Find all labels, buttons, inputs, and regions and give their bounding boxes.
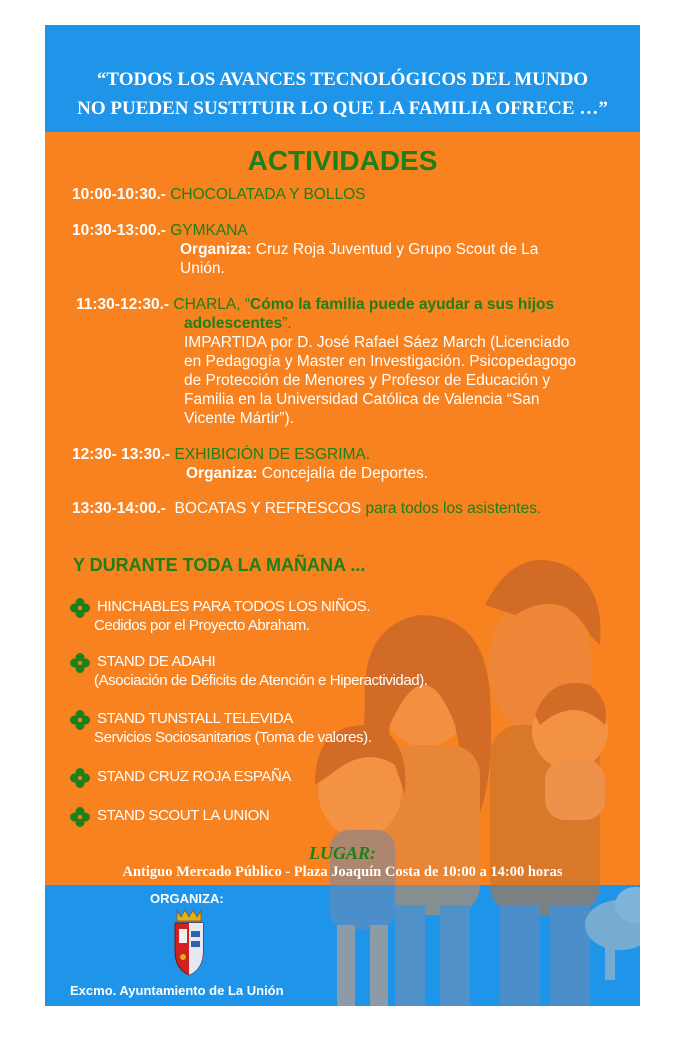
location-label: LUGAR: [309, 843, 376, 863]
activity-desc-line: en Pedagogía y Master en Investigación. Psicopedagogo [184, 353, 577, 370]
organizer-label: ORGANIZA: [150, 891, 224, 906]
morning-item-title: STAND DE ADAHI [97, 653, 216, 670]
activity-3-detail [184, 314, 576, 428]
activity-title-suffix: para todos los asistentes. [361, 500, 542, 517]
activity-title-prefix: CHARLA, “ [173, 296, 251, 313]
activity-desc-line: Familia en la Universidad Católica de Valencia “San [184, 391, 540, 408]
organizer-name-cont: Unión. [180, 260, 225, 277]
activity-desc-line: IMPARTIDA por D. José Rafael Sáez March (Licenciado [184, 334, 570, 351]
morning-item [94, 709, 372, 747]
activity-2-organizer [180, 240, 538, 278]
activity-5 [72, 499, 541, 518]
morning-item-title: HINCHABLES PARA TODOS LOS NIÑOS. [97, 598, 371, 615]
coat-of-arms-icon [171, 907, 207, 979]
activity-time: 10:00-10:30.- [72, 186, 166, 203]
morning-item [94, 597, 371, 635]
morning-item [97, 806, 269, 825]
activity-3 [76, 295, 554, 314]
organizer-name: Concejalía de Deportes. [261, 465, 429, 482]
morning-item [94, 652, 428, 690]
activity-desc-line: Vicente Mártir”). [184, 410, 294, 427]
morning-item [97, 767, 291, 786]
quote [45, 65, 640, 123]
organizer-label: Organiza: [186, 465, 258, 482]
morning-heading: Y DURANTE TODA LA MAÑANA ... [73, 555, 366, 575]
organizer-label: Organiza: [180, 241, 252, 258]
activity-4 [72, 445, 370, 464]
activity-time: 12:30- 13:30.- [72, 446, 171, 463]
activity-title-bold-cont: adolescentes [184, 315, 283, 332]
activity-1 [72, 185, 366, 204]
quote-line-2: NO PUEDEN SUSTITUIR LO QUE LA FAMILIA OFRECE …” [77, 98, 608, 119]
morning-item-detail: Servicios Sociosanitarios (Toma de valores). [94, 729, 372, 746]
activity-title: CHOCOLATADA Y BOLLOS [170, 186, 366, 203]
quote-line-1: “TODOS LOS AVANCES TECNOLÓGICOS DEL MUNDO [96, 69, 589, 90]
activities-heading: ACTIVIDADES [247, 145, 438, 176]
activity-title-bold: Cómo la familia puede ayudar a sus hijos [250, 296, 555, 313]
clover-icon [69, 767, 91, 789]
organizer-name: Cruz Roja Juventud y Grupo Scout de La [255, 241, 539, 258]
activity-title: EXHIBICIÓN DE ESGRIMA. [174, 446, 371, 463]
clover-icon [69, 709, 91, 731]
morning-item-detail: Cedidos por el Proyecto Abraham. [94, 617, 310, 634]
activity-4-organizer [186, 464, 428, 483]
clover-icon [69, 597, 91, 619]
activity-title-suffix: ”. [282, 315, 292, 332]
poster [45, 25, 640, 1006]
activity-time: 13:30-14:00.- [72, 500, 166, 517]
activity-2 [72, 221, 248, 240]
organizer-name: Excmo. Ayuntamiento de La Unión [70, 983, 284, 998]
activity-title: BOCATAS Y REFRESCOS [174, 500, 362, 517]
morning-item-title: STAND TUNSTALL TELEVIDA [97, 710, 293, 727]
morning-item-title: STAND CRUZ ROJA ESPAÑA [97, 768, 292, 785]
activity-desc-line: de Protección de Menores y Profesor de Educación y [184, 372, 551, 389]
clover-icon [69, 652, 91, 674]
clover-icon [69, 806, 91, 828]
morning-item-title: STAND SCOUT LA UNION [97, 807, 270, 824]
activity-title: GYMKANA [170, 222, 248, 239]
activity-time: 11:30-12:30.- [76, 296, 170, 313]
location-text: Antiguo Mercado Público - Plaza Joaquín Costa de 10:00 a 14:00 horas [122, 864, 563, 880]
morning-item-detail: (Asociación de Déficits de Atención e Hiperactividad). [94, 672, 428, 689]
activity-time: 10:30-13:00.- [72, 222, 166, 239]
